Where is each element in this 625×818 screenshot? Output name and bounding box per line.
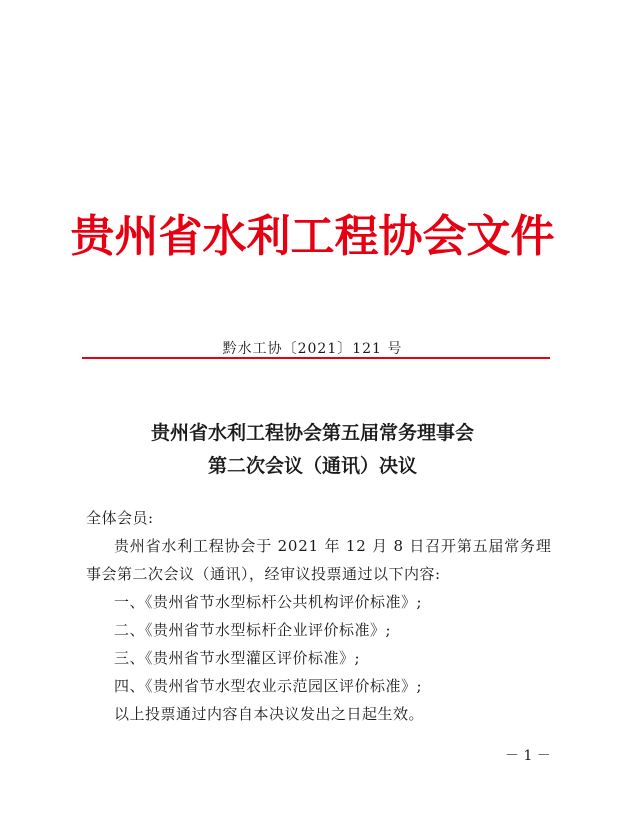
document-masthead: 贵州省水利工程协会文件 [70, 211, 555, 262]
body-paragraph-line-1: 贵州省水利工程协会于 2021 年 12 月 8 日召开第五届常务理 [114, 537, 552, 555]
salutation: 全体会员: [86, 509, 154, 527]
document-title-line-2: 第二次会议（通讯）决议 [207, 455, 417, 477]
closing-statement: 以上投票通过内容自本决议发出之日起生效。 [114, 705, 425, 723]
body-paragraph-line-2: 事会第二次会议（通讯），经审议投票通过以下内容: [86, 565, 441, 583]
resolution-item-1: 一、《贵州省节水型标杆公共机构评价标准》; [114, 593, 423, 611]
resolution-item-4: 四、《贵州省节水型农业示范园区评价标准》; [114, 677, 423, 695]
page-number: － 1 － [505, 748, 551, 764]
red-divider-line [82, 357, 550, 359]
resolution-item-3: 三、《贵州省节水型灌区评价标准》; [114, 649, 361, 667]
document-title-line-1: 贵州省水利工程协会第五届常务理事会 [150, 422, 474, 444]
resolution-item-2: 二、《贵州省节水型标杆企业评价标准》; [114, 621, 392, 639]
document-number: 黔水工协〔2021〕121 号 [222, 341, 403, 357]
